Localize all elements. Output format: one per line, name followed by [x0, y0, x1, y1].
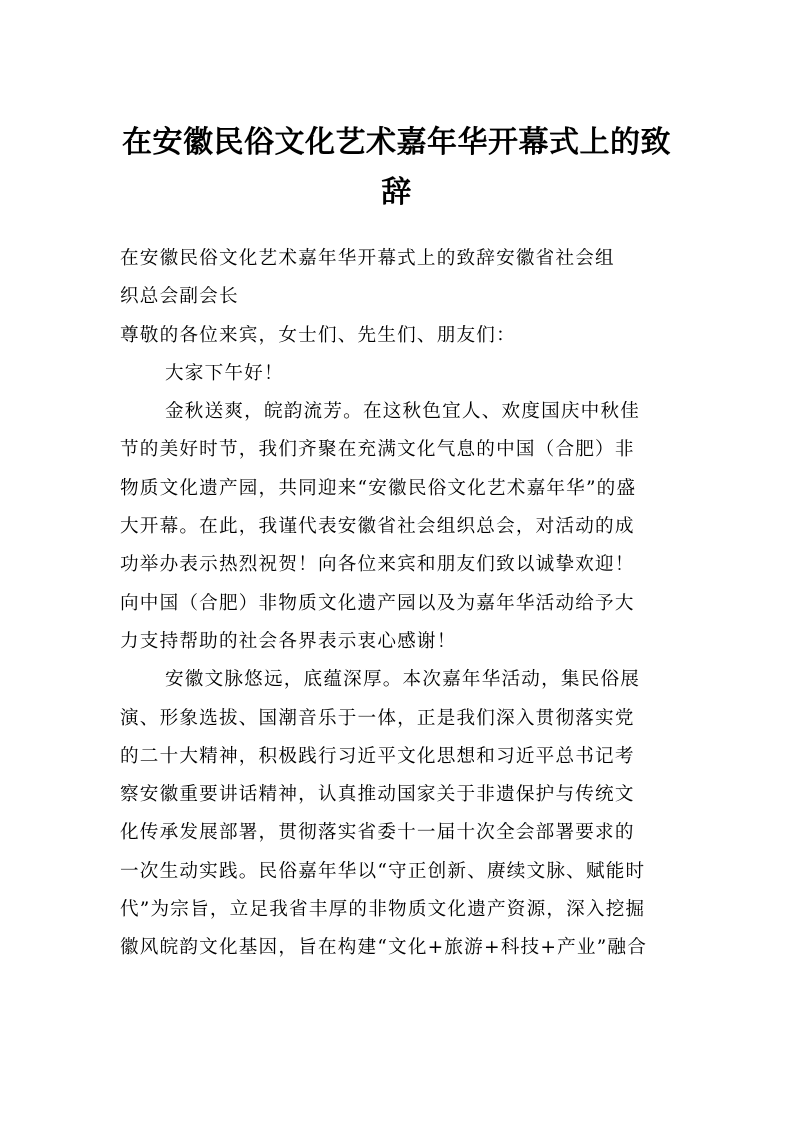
- heading-line-2: 织总会副会长: [120, 286, 239, 308]
- document-title-line-2: 辞: [381, 175, 412, 210]
- paragraph-2-line-8: 徽风皖韵文化基因，旨在构建“文化+旅游+科技+产业”融合: [120, 937, 648, 959]
- paragraph-2-line-7: 代”为宗旨，立足我省丰厚的非物质文化遗产资源，深入挖掘: [120, 899, 646, 921]
- paragraph-2-line-3: 的二十大精神，积极践行习近平文化思想和习近平总书记考: [120, 745, 635, 767]
- salutation: 尊敬的各位来宾，女士们、先生们、朋友们：: [120, 324, 516, 346]
- heading-line-1: 在安徽民俗文化艺术嘉年华开幕式上的致辞安徽省社会组: [120, 248, 615, 269]
- paragraph-1-line-3: 物质文化遗产园，共同迎来“安徽民俗文化艺术嘉年华”的盛: [120, 477, 637, 499]
- paragraph-2-line-2: 演、形象选拔、国潮音乐于一体，正是我们深入贯彻落实党: [120, 707, 635, 729]
- document-body: [120, 240, 680, 968]
- paragraph-1-line-1: 金秋送爽，皖韵流芳。在这秋色宜人、欢度国庆中秋佳: [165, 401, 641, 423]
- paragraph-1-line-6: 向中国（合肥）非物质文化遗产园以及为嘉年华活动给予大: [120, 592, 635, 614]
- paragraph-1-line-4: 大开幕。在此，我谨代表安徽省社会组织总会，对活动的成: [120, 516, 635, 538]
- paragraph-2-line-1: 安徽文脉悠远，底蕴深厚。本次嘉年华活动，集民俗展: [165, 669, 641, 691]
- document-title-line-1: 在安徽民俗文化艺术嘉年华开幕式上的致: [122, 125, 671, 160]
- paragraph-2-line-6: 一次生动实践。民俗嘉年华以“守正创新、赓续文脉、赋能时: [120, 860, 646, 882]
- paragraph-2-line-5: 化传承发展部署，贯彻落实省委十一届十次全会部署要求的: [120, 822, 635, 844]
- paragraph-2-line-4: 察安徽重要讲话精神，认真推动国家关于非遗保护与传统文: [120, 784, 635, 806]
- paragraph-1-line-5: 功举办表示热烈祝贺！向各位来宾和朋友们致以诚挚欢迎！: [120, 554, 635, 576]
- paragraph-1-line-2: 节的美好时节，我们齐聚在充满文化气息的中国（合肥）非: [120, 439, 635, 461]
- paragraph-1-line-7: 力支持帮助的社会各界表示衷心感谢！: [120, 630, 457, 652]
- greeting: 大家下午好！: [165, 362, 284, 384]
